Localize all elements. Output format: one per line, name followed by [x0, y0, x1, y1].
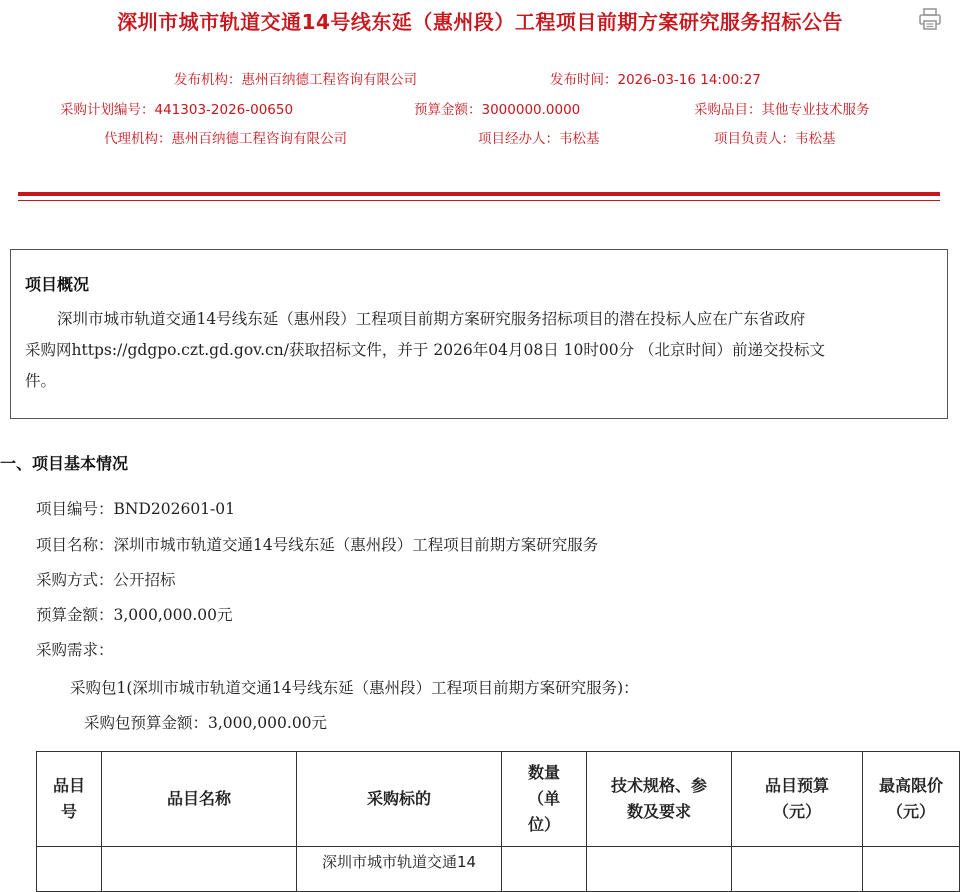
overview-line-3: 件。: [25, 372, 57, 390]
cell-spec: [587, 847, 732, 892]
agency-value: 惠州百纳德工程咨询有限公司: [171, 131, 347, 147]
printer-icon[interactable]: [918, 8, 942, 30]
table-row: [37, 847, 960, 892]
items-table: [36, 751, 960, 892]
overview-title: 项目概况: [25, 275, 90, 294]
publisher-meta: [174, 68, 417, 88]
budget-label: 预算金额：: [414, 102, 482, 118]
handler-meta: [478, 127, 600, 147]
project-overview-box: [10, 249, 948, 419]
header-item-budget: [732, 752, 863, 847]
header-quantity-text: 数量 （单 位）: [527, 763, 560, 834]
header-target-text: 采购标的: [366, 789, 431, 808]
cell-item-no: [37, 847, 102, 892]
cell-quantity: [502, 847, 587, 892]
budget-meta: [414, 98, 580, 118]
budget-amount: 预算金额：3,000,000.00元: [36, 606, 233, 624]
header-item-no: [37, 752, 102, 847]
cell-item-name: [102, 847, 297, 892]
project-number: 项目编号：BND202601-01: [36, 500, 236, 518]
header-item-name: [102, 752, 297, 847]
cell-max-price: [863, 847, 960, 892]
section-heading-basic-info: 一、项目基本情况: [0, 454, 129, 473]
publisher-label: 发布机构：: [174, 72, 242, 88]
category-meta: [694, 98, 870, 118]
publish-time-label: 发布时间：: [550, 72, 618, 88]
project-name: 项目名称：深圳市城市轨道交通14号线东延（惠州段）工程项目前期方案研究服务: [36, 536, 599, 554]
leader-label: 项目负责人：: [714, 131, 795, 147]
agency-label: 代理机构：: [104, 131, 172, 147]
agency-meta: [104, 127, 347, 147]
publish-time-value: 2026-03-16 14:00:27: [617, 72, 761, 88]
header-spec: [587, 752, 732, 847]
cell-target: 深圳市城市轨道交通14: [297, 847, 502, 892]
package-title: 采购包1(深圳市城市轨道交通14号线东延（惠州段）工程项目前期方案研究服务)：: [70, 679, 639, 697]
handler-label: 项目经办人：: [478, 131, 559, 147]
category-value: 其他专业技术服务: [761, 102, 870, 118]
plan-number-meta: [60, 98, 293, 118]
overview-body: [25, 304, 937, 397]
header-divider-thick: [18, 192, 940, 196]
header-spec-text: 技术规格、参 数及要求: [610, 776, 707, 821]
publisher-value: 惠州百纳德工程咨询有限公司: [241, 72, 417, 88]
leader-meta: [714, 127, 836, 147]
header-divider-thin: [18, 200, 940, 201]
cell-item-budget: [732, 847, 863, 892]
notice-title: 深圳市城市轨道交通14号线东延（惠州段）工程项目前期方案研究服务招标公告: [117, 10, 843, 34]
category-label: 采购品目：: [694, 102, 762, 118]
overview-text-1: 深圳市城市轨道交通14号线东延（惠州段）工程项目前期方案研究服务招标项目的潜在投标人应在广东省政府: [57, 310, 806, 328]
overview-line-2: 采购网https://gdgpo.czt.gd.gov.cn/获取招标文件，并于 2026年04月08日 10时00分 （北京时间）前递交投标文: [25, 341, 826, 359]
header-max-price-text: 最高限价 （元）: [878, 776, 943, 821]
handler-value: 韦松基: [559, 131, 600, 147]
plan-number-label: 采购计划编号：: [60, 102, 155, 118]
leader-value: 韦松基: [795, 131, 836, 147]
header-item-budget-text: 品目预算 （元）: [764, 776, 829, 821]
plan-number-value: 441303-2026-00650: [154, 102, 294, 118]
header-item-name-text: 品目名称: [166, 789, 231, 808]
package-budget: 采购包预算金额：3,000,000.00元: [84, 714, 328, 732]
publish-time-meta: [550, 68, 761, 88]
header-item-no-text: 品目 号: [52, 776, 85, 821]
header-target: [297, 752, 502, 847]
procurement-demand: 采购需求：: [36, 641, 114, 659]
overview-line-1: [25, 304, 937, 335]
header-quantity: [502, 752, 587, 847]
budget-value: 3000000.0000: [481, 102, 581, 118]
header-max-price: [863, 752, 960, 847]
table-header-row: [37, 752, 960, 847]
procurement-method: 采购方式：公开招标: [36, 571, 176, 589]
